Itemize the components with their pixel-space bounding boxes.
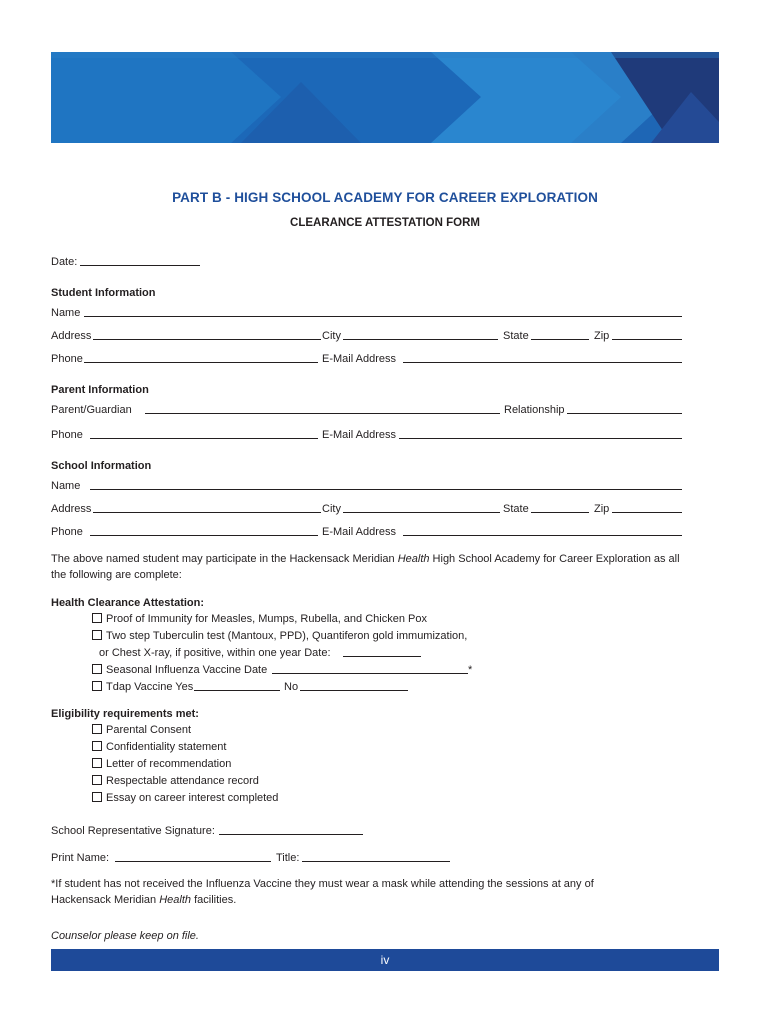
guardian-label: Parent/Guardian: [51, 404, 132, 416]
student-zip-label: Zip: [594, 330, 610, 342]
parent-phone-label: Phone: [51, 429, 83, 441]
relationship-field[interactable]: [567, 413, 682, 414]
tdap-yes-field[interactable]: [194, 690, 280, 691]
student-email-field[interactable]: [403, 362, 682, 363]
checkbox-flu[interactable]: [92, 664, 102, 674]
statement-health: Health: [397, 553, 430, 565]
eligibility-item-label: Parental Consent: [106, 724, 191, 736]
student-phone-label: Phone: [51, 353, 83, 365]
health-item-immunity-label: Proof of Immunity for Measles, Mumps, Rubella, and Chicken Pox: [106, 613, 427, 625]
eligibility-item: [92, 723, 191, 737]
page-footer: [51, 949, 719, 971]
flu-asterisk: *: [468, 664, 473, 676]
eligibility-item-label: Essay on career interest completed: [106, 792, 279, 804]
school-address-field[interactable]: [93, 512, 321, 513]
eligibility-item: [92, 757, 231, 771]
parent-email-field[interactable]: [399, 438, 682, 439]
print-name-label: Print Name:: [51, 852, 110, 864]
student-city-field[interactable]: [343, 339, 498, 340]
eligibility-item: [92, 791, 278, 805]
footnote-text-2: facilities.: [191, 894, 237, 906]
school-email-field[interactable]: [403, 535, 682, 536]
tdap-no-label: No: [284, 681, 299, 693]
checkbox-confidentiality[interactable]: [92, 741, 102, 751]
student-heading: Student Information: [51, 287, 156, 299]
student-city-label: City: [322, 330, 341, 342]
date-label: Date:: [51, 256, 78, 268]
school-email-label: E-Mail Address: [322, 526, 396, 538]
eligibility-item-label: Confidentiality statement: [106, 741, 227, 753]
school-address-label: Address: [51, 503, 92, 515]
school-phone-field[interactable]: [90, 535, 318, 536]
checkbox-tdap[interactable]: [92, 681, 102, 691]
checkbox-attendance[interactable]: [92, 775, 102, 785]
date-field[interactable]: [80, 265, 200, 266]
parent-email-label: E-Mail Address: [322, 429, 396, 441]
student-email-label: E-Mail Address: [322, 353, 396, 365]
student-address-label: Address: [51, 330, 92, 342]
school-zip-field[interactable]: [612, 512, 682, 513]
form-title: PART B - HIGH SCHOOL ACADEMY FOR CAREER EXPLORATION: [172, 190, 598, 205]
participation-statement: [51, 551, 691, 583]
header-banner: [51, 52, 719, 143]
checkbox-tuberculin[interactable]: [92, 630, 102, 640]
relationship-label: Relationship: [504, 404, 565, 416]
form-subtitle: CLEARANCE ATTESTATION FORM: [290, 217, 480, 229]
school-city-label: City: [322, 503, 341, 515]
school-zip-label: Zip: [594, 503, 610, 515]
title-field[interactable]: [302, 861, 450, 862]
health-item-tdap: [92, 680, 193, 694]
flu-date-field[interactable]: [272, 673, 468, 674]
flu-footnote: [51, 876, 651, 908]
school-state-label: State: [503, 503, 529, 515]
signature-label: School Representative Signature:: [51, 825, 215, 837]
school-heading: School Information: [51, 460, 152, 472]
footnote-text-1: *If student has not received the Influenza Vaccine they must wear a mask while attending the sessions at any of Hackensack Meridian: [51, 878, 594, 906]
student-state-field[interactable]: [531, 339, 589, 340]
health-heading: Health Clearance Attestation:: [51, 597, 205, 609]
student-phone-field[interactable]: [84, 362, 318, 363]
statement-text-1: The above named student may participate in the Hackensack Meridian: [51, 553, 398, 565]
school-city-field[interactable]: [343, 512, 500, 513]
statement-text-2: High School Academy for Career Exploration as all the following are complete:: [51, 553, 680, 581]
tuberculin-date-field[interactable]: [343, 656, 421, 657]
signature-field[interactable]: [219, 834, 363, 835]
eligibility-heading: Eligibility requirements met:: [51, 708, 199, 720]
school-phone-label: Phone: [51, 526, 83, 538]
counselor-note: Counselor please keep on file.: [51, 930, 199, 942]
checkbox-recommendation[interactable]: [92, 758, 102, 768]
parent-phone-field[interactable]: [90, 438, 318, 439]
eligibility-item: [92, 774, 259, 788]
school-name-label: Name: [51, 480, 81, 492]
tdap-no-field[interactable]: [300, 690, 408, 691]
guardian-field[interactable]: [145, 413, 500, 414]
eligibility-item-label: Respectable attendance record: [106, 775, 259, 787]
student-address-field[interactable]: [93, 339, 321, 340]
health-item-flu-label: Seasonal Influenza Vaccine Date: [106, 664, 268, 676]
checkbox-parental-consent[interactable]: [92, 724, 102, 734]
title-label: Title:: [276, 852, 300, 864]
student-name-label: Name: [51, 307, 81, 319]
page-number: iv: [380, 953, 390, 967]
checkbox-essay[interactable]: [92, 792, 102, 802]
school-name-field[interactable]: [90, 489, 682, 490]
health-item-flu: [92, 663, 267, 677]
eligibility-item-label: Letter of recommendation: [106, 758, 232, 770]
health-item-tuberculin-label: Two step Tuberculin test (Mantoux, PPD), Quantiferon gold immumization,: [106, 630, 468, 642]
eligibility-item: [92, 740, 226, 754]
health-item-tuberculin: [92, 629, 467, 643]
student-state-label: State: [503, 330, 529, 342]
health-item-immunity: [92, 612, 427, 626]
footnote-health: Health: [159, 894, 192, 906]
student-name-field[interactable]: [84, 316, 682, 317]
parent-heading: Parent Information: [51, 384, 149, 396]
school-state-field[interactable]: [531, 512, 589, 513]
checkbox-immunity[interactable]: [92, 613, 102, 623]
print-name-field[interactable]: [115, 861, 271, 862]
health-item-tdap-label: Tdap Vaccine Yes: [106, 681, 194, 693]
student-zip-field[interactable]: [612, 339, 682, 340]
health-item-tuberculin-date-label: or Chest X-ray, if positive, within one year Date:: [99, 647, 331, 659]
